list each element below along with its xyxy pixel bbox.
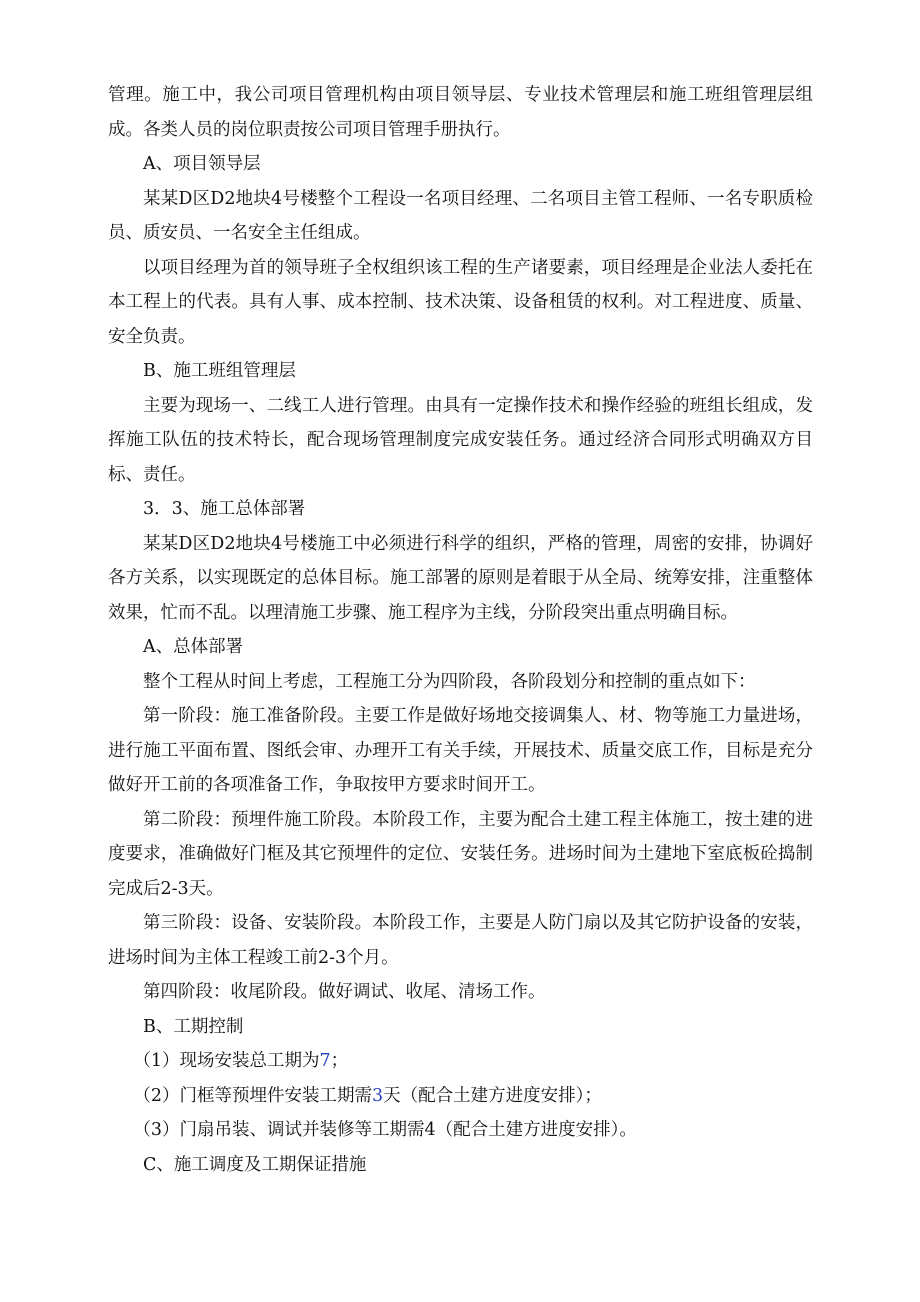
schedule-item-1-prefix: （1）现场安装总工期为 [133,1051,320,1071]
heading-team-management: B、施工班组管理层 [143,361,296,381]
schedule-item-2-suffix: 天（配合土建方进度安排）； [383,1085,602,1106]
schedule-item-2-prefix: （2）门框等预埋件安装工期需 [133,1085,373,1106]
schedule-item-1-value: 7 [319,1051,331,1071]
schedule-item-2-value: 3 [372,1085,384,1106]
heading-dispatch-measures: C、施工调度及工期保证措施 [143,1154,367,1175]
schedule-item-1-suffix: ； [330,1051,349,1071]
heading-schedule-control: B、工期控制 [143,1016,244,1037]
schedule-item-total-duration [108,1044,813,1079]
paragraph-project-manager-role: 以项目经理为首的领导班子全权组织该工程的生产诸要素，项目经理是企业法人委托在本工程上的代表。具有人事、成本控制、技术决策、设备租赁的权利。对工程进度、质量、安全负责。 [108,257,813,347]
paragraph-four-phases: 整个工程从时间上考虑，工程施工分为四阶段，各阶段划分和控制的重点如下： [143,671,756,692]
paragraph-management-structure: 管理。施工中，我公司项目管理机构由项目领导层、专业技术管理层和施工班组管理层组成。各类人员的岗位职责按公司项目管理手册执行。 [108,85,813,140]
paragraph-phase-three: 第三阶段：设备、安装阶段。本阶段工作，主要是人防门扇以及其它防护设备的安装，进场时间为主体工程竣工前2-3个月。 [108,913,813,968]
schedule-item-embedded-parts [108,1079,813,1114]
document-body [108,78,813,1182]
paragraph-deployment-principles: 某某D区D2地块4号楼施工中必须进行科学的组织，严格的管理，周密的安排，协调好各方关系，以实现既定的总体目标。施工部署的原则是着眼于从全局、统筹安排，注重整体效果，忙而不乱。以理清施工步骤、施工程序为主线，分阶段突出重点明确目标。 [108,533,813,623]
paragraph-phase-two: 第二阶段：预埋件施工阶段。本阶段工作，主要为配合土建工程主体施工，按土建的进度要求，准确做好门框及其它预埋件的定位、安装任务。进场时间为土建地下室底板砼捣制完成后2-3天。 [108,809,813,899]
paragraph-leadership-staff: 某某D区D2地块4号楼整个工程设一名项目经理、二名项目主管工程师、一名专职质检员、质安员、一名安全主任组成。 [108,188,813,243]
heading-project-leadership: A、项目领导层 [143,154,261,174]
heading-overall-deployment-section: 3．3、施工总体部署 [143,499,306,519]
paragraph-phase-one: 第一阶段：施工准备阶段。主要工作是做好场地交接调集人、材、物等施工力量进场，进行施工平面布置、图纸会审、办理开工有关手续，开展技术、质量交底工作，目标是充分做好开工前的各项准备工作，争取按甲方要求时间开工。 [108,706,813,795]
schedule-item-door-installation: （3）门扇吊装、调试并装修等工期需4（配合土建方进度安排）。 [133,1120,637,1140]
heading-overall-deployment: A、总体部署 [143,637,244,657]
paragraph-team-management: 主要为现场一、二线工人进行管理。由具有一定操作技术和操作经验的班组长组成，发挥施工队伍的技术特长，配合现场管理制度完成安装任务。通过经济合同形式明确双方目标、责任。 [108,395,813,485]
paragraph-phase-four: 第四阶段：收尾阶段。做好调试、收尾、清场工作。 [143,982,546,1002]
